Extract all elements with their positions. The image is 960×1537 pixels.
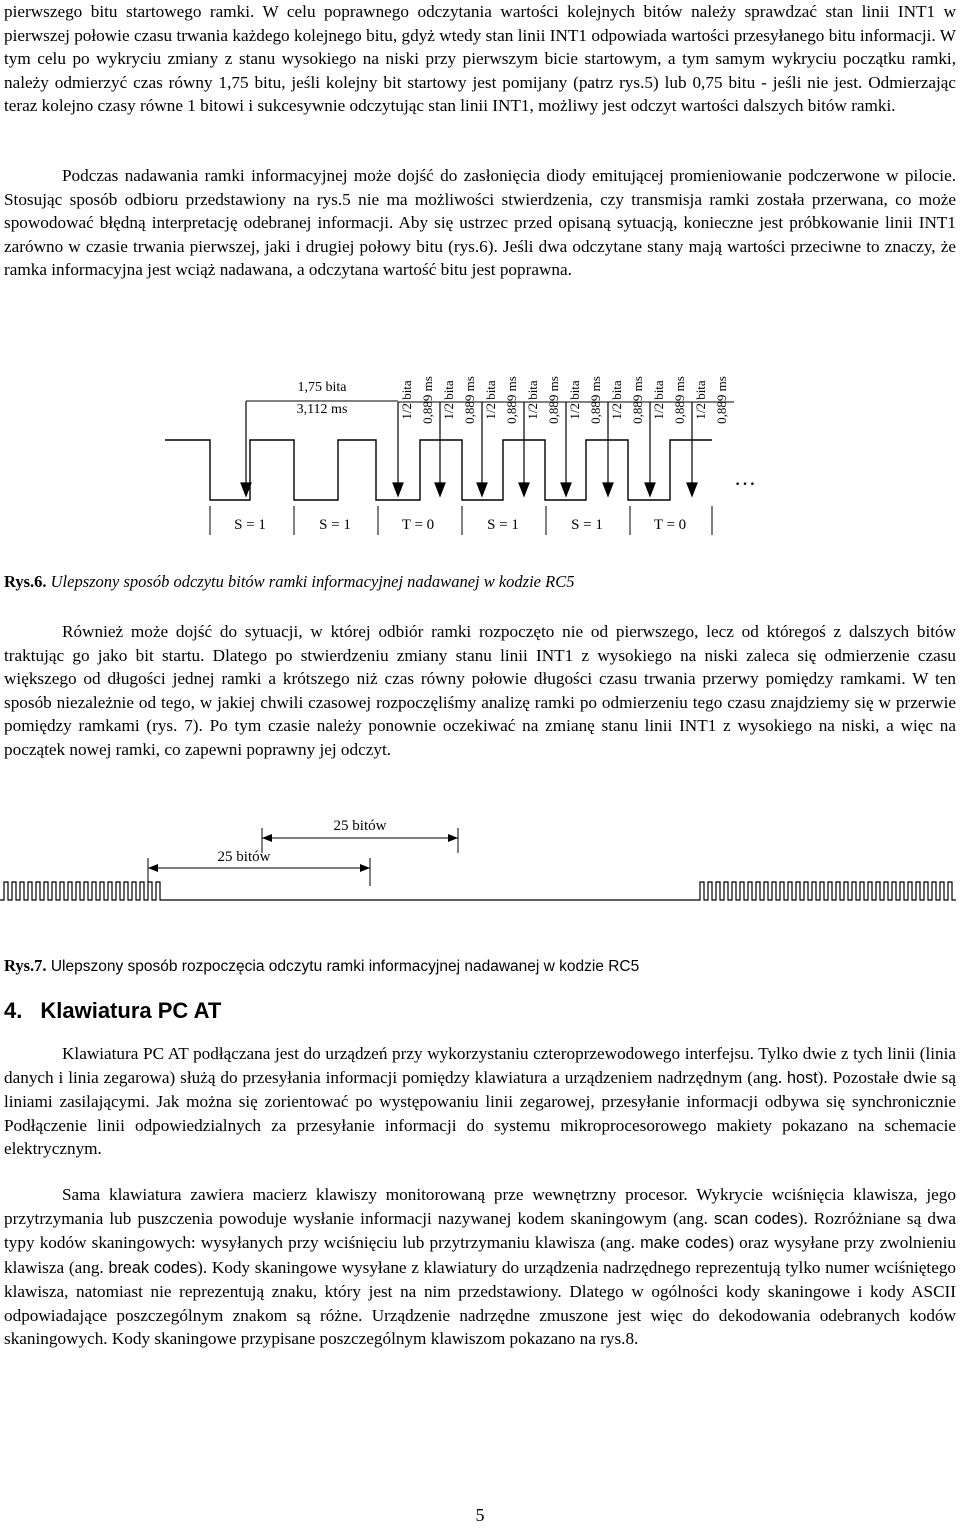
- figure-6-timing-diagram: [0, 330, 960, 570]
- page-number: 5: [475, 1505, 485, 1525]
- continuation-ellipsis: …: [734, 465, 756, 490]
- pulse-train-signal: [0, 882, 956, 900]
- interval-label: 1/2 bita: [483, 380, 498, 420]
- first-interval-time: 3,112 ms: [296, 402, 348, 417]
- bit-label: S = 1: [571, 517, 603, 533]
- span-label-lower: 25 bitów: [217, 849, 271, 865]
- figure-7-frame-diagram: [0, 808, 960, 928]
- interval-label: 1/2 bita: [525, 380, 540, 420]
- term-scan-codes: scan codes: [714, 1209, 798, 1228]
- interval-label: 0,889 ms: [672, 376, 687, 424]
- bit-label: S = 1: [487, 517, 519, 533]
- interval-label: 1/2 bita: [693, 380, 708, 420]
- interval-label: 1/2 bita: [441, 380, 456, 420]
- caption-text: Ulepszony sposób odczytu bitów ramki informacyjnej nadawanej w kodzie RC5: [46, 572, 575, 591]
- figure-6-caption: [4, 571, 574, 593]
- section-heading: [4, 998, 221, 1024]
- interval-label: 0,889 ms: [420, 376, 435, 424]
- paragraph-pc-at-interface: Klawiatura PC AT podłączana jest do urządzeń przy wykorzystaniu czteroprzewodowego interfejsu. Tylko dwie z tych linii (linia danych i linia zegarowa) służą do przesyłania informacji pomiędzy klawiatura a urządzeniem nadrzędnym (ang. host). Pozostałe dwie są liniami zasilającymi. Jak można się zorientować po występowaniu linii zegarowej, przesyłanie informacji odbywa się synchronicznie Podłączenie linii odpowiedzialnych za przesyłanie informacji do systemu mikroprocesorowego makiety pokazano na schemacie elektrycznym.: [4, 1044, 956, 1158]
- section-number: 4.: [4, 998, 23, 1023]
- bit-label: S = 1: [234, 517, 266, 533]
- interval-label: 0,889 ms: [588, 376, 603, 424]
- interval-label: 1/2 bita: [567, 380, 582, 420]
- figure-7-caption: [4, 955, 639, 978]
- interval-label: 1/2 bita: [609, 380, 624, 420]
- interval-label: 0,889 ms: [462, 376, 477, 424]
- paragraph-frame-timing: pierwszego bitu startowego ramki. W celu poprawnego odczytania wartości kolejnych bitów należy sprawdzać stan linii INT1 w pierwszej połowie czasu trwania każdego kolejnego bitu, gdyż wtedy stan linii INT1 odpowiada wartości przesyłanego bitu informacji. W tym celu po wykryciu zmiany z stanu wysokiego na niski przy pierwszym bicie startowym, a tym samym wykryciu początku ramki, należy odmierzyć czas równy 1,75 bitu, jeśli kolejny bit startowy jest pomijany (patrz rys.5) lub 0,75 bitu - jeśli nie jest. Odmierzając teraz kolejno czasy równe 1 bitowi i sukcesywnie odczytując stan linii INT1, możliwy jest odczyt wartości dalszych bitów ramki.: [4, 2, 956, 115]
- interval-label: 0,889 ms: [714, 376, 729, 424]
- caption-text: Ulepszony sposób rozpoczęcia odczytu ramki informacyjnej nadawanej w kodzie RC5: [46, 958, 640, 975]
- caption-label: Rys.7.: [4, 956, 47, 975]
- paragraph-scan-codes: Sama klawiatura zawiera macierz klawiszy monitorowaną prze wewnętrzny procesor. Wykrycie wciśnięcia klawisza, jego przytrzymania lub puszczenia powoduje wysłanie informacji nazywanej kodem skaningowym (ang. scan codes). Rozróżniane są dwa typy kodów skaningowych: wysyłanych przy wciśnięciu lub przytrzymaniu klawisza (ang. make codes) oraz wysyłane przy zwolnieniu klawisza (ang. break codes). Kody skaningowe wysyłane z klawiatury do urządzenia nadrzędnego reprezentują tylko numer wciśniętego klawisza, natomiast nie reprezentują znaku, który jest na nim przedstawiony. Dlatego w ogólności kody skaningowe i kody ASCII odpowiadające poszczególnym znakom są różne. Urządzenie nadrzędne zmuszone jest więc do dekodowania odebranych kodów skaningowych. Kody skaningowe przypisane poszczególnym klawiszom pokazano na rys.8.: [4, 1185, 957, 1348]
- bit-label: T = 0: [653, 517, 687, 533]
- term-break-codes: break codes: [108, 1258, 198, 1277]
- interval-label: 0,889 ms: [630, 376, 645, 424]
- paragraph-late-start: Również może dojść do sytuacji, w której odbiór ramki rozpoczęto nie od pierwszego, lecz od któregoś z dalszych bitów traktując go jako bit startu. Dlatego po stwierdzeniu zmiany stanu linii INT1 z wysokiego na niski zaleca się odmierzenie czasu większego od długości jednej ramki a krótszego niż czas równy połowie długości czasu trwania przerwy pomiędzy ramkami. W ten sposób niezależnie od tego, w jakiej chwili czasowej rozpoczęliśmy analizę ramki po odmierzeniu tego czasu znajdziemy się w przerwie pomiędzy ramkami (rys. 7). Po tym czasie należy ponownie oczekiwać na zmianę stanu linii INT1 z wysokiego na niski, a więc na początek nowej ramki, co zapewni poprawny jej odczyt.: [4, 622, 956, 759]
- bit-label: T = 0: [401, 517, 435, 533]
- interval-label: 1/2 bita: [399, 380, 414, 420]
- section-title: Klawiatura PC AT: [40, 998, 222, 1023]
- paragraph-ir-obstruction: Podczas nadawania ramki informacyjnej może dojść do zasłonięcia diody emitującej promieniowanie podczerwone w pilocie. Stosując sposób odbioru przedstawiony na rys.5 nie ma możliwości stwierdzenia, czy transmisja ramki została przerwana, co może spowodować błędną interpretację odebranej informacji. Aby się ustrzec przed opisaną sytuacją, konieczne jest próbkowanie linii INT1 zarówno w czasie trwania pierwszej, jaki i drugiej połowy bitu (rys.6). Jeśli dwa odczytane stany mają wartości przeciwne to znaczy, że ramka informacyjna jest wciąż nadawana, a odczytana wartość bitu jest poprawna.: [4, 166, 956, 279]
- rotated-interval-labels: [399, 376, 729, 424]
- interval-label: 0,889 ms: [504, 376, 519, 424]
- interval-label: 1/2 bita: [651, 380, 666, 420]
- span-label-upper: 25 bitów: [333, 818, 387, 834]
- term-make-codes: make codes: [640, 1234, 729, 1252]
- interval-label: 0,889 ms: [546, 376, 561, 424]
- caption-label: Rys.6.: [4, 572, 47, 591]
- first-interval-label: 1,75 bita: [297, 380, 347, 395]
- bit-label: S = 1: [319, 517, 351, 533]
- term-host: host: [787, 1068, 818, 1087]
